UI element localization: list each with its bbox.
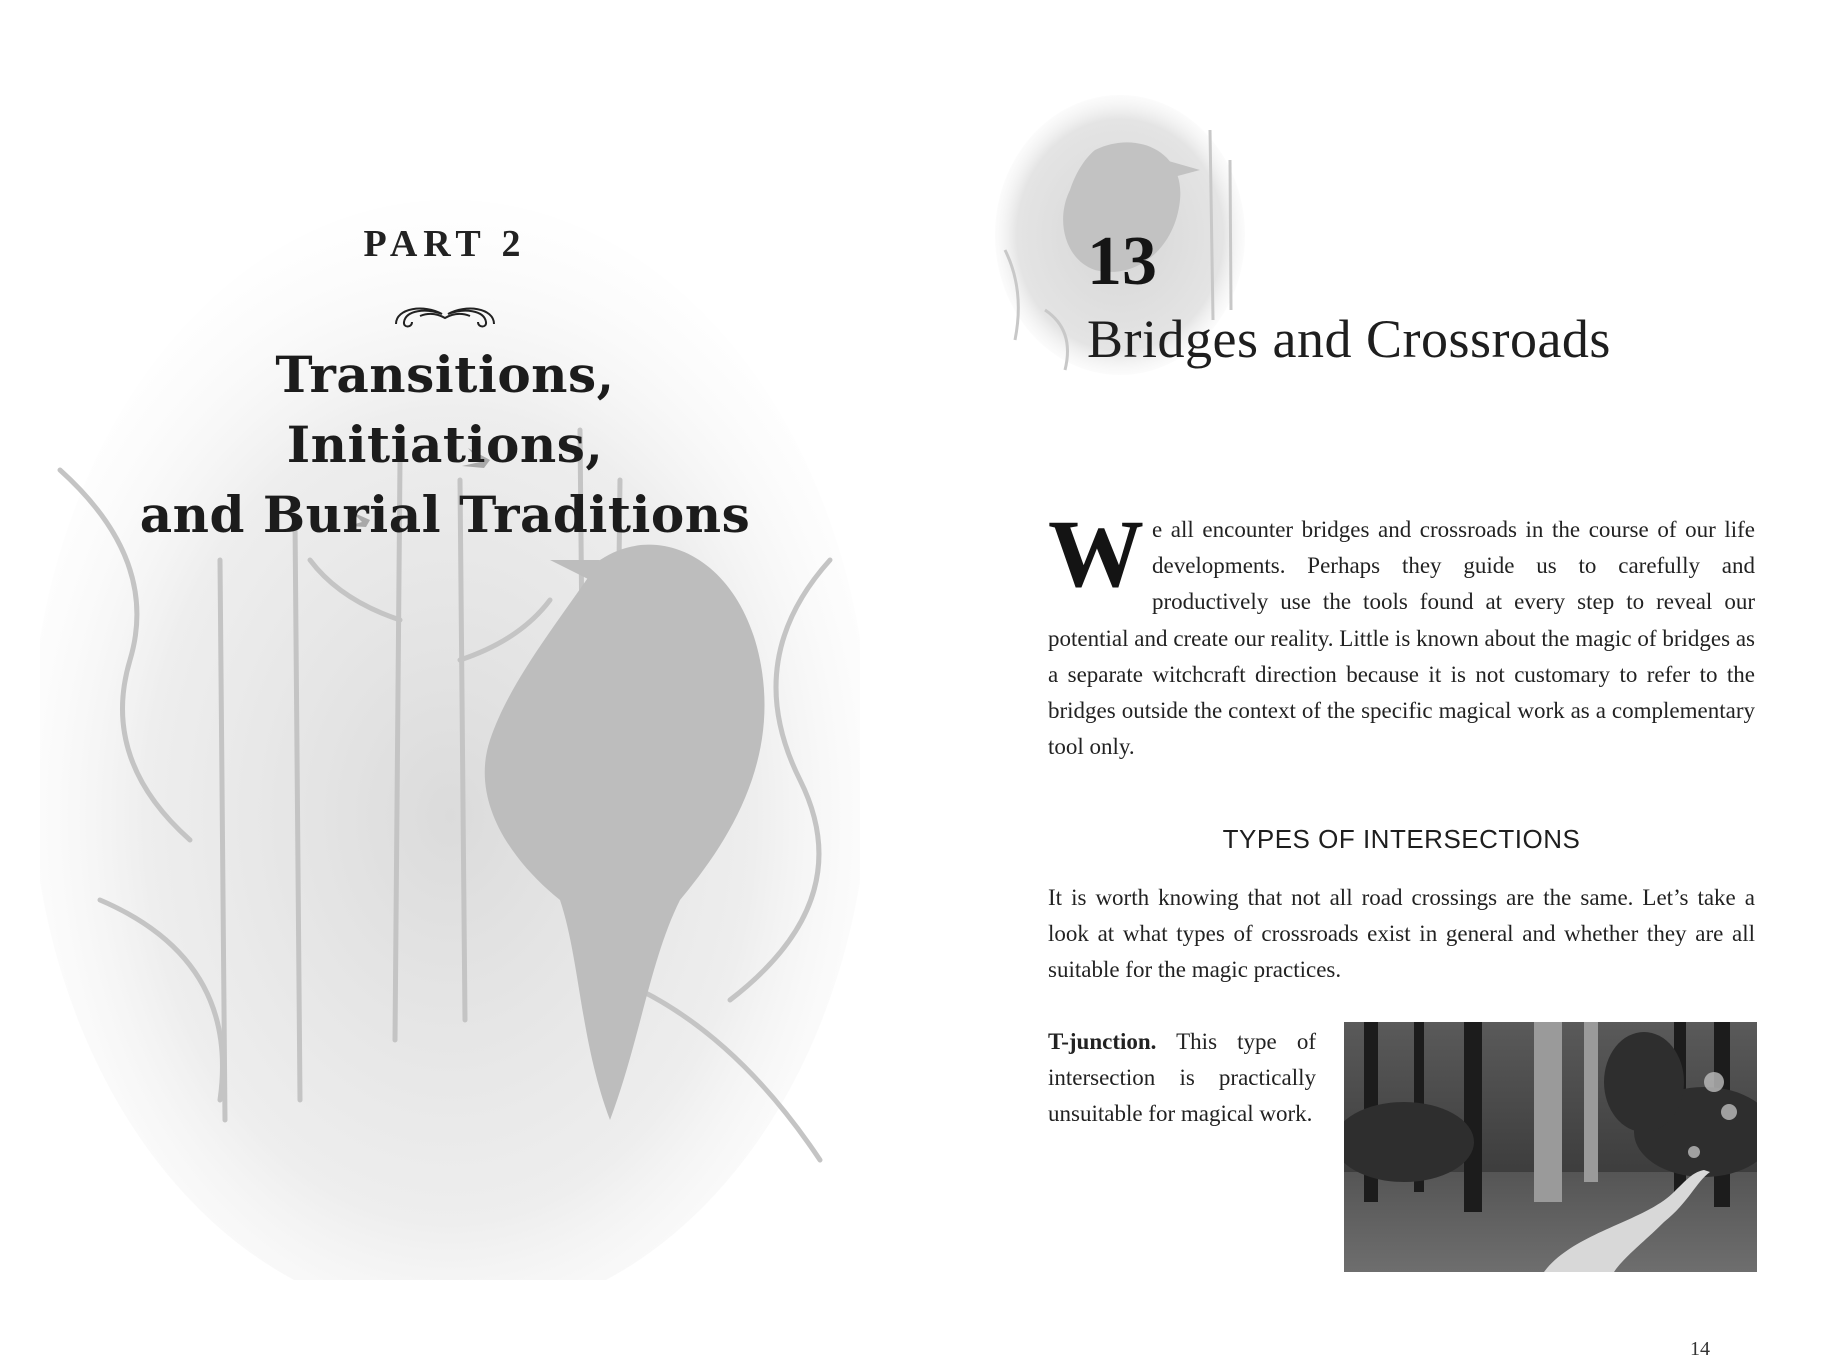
forest-road-photo-icon bbox=[1344, 1022, 1757, 1272]
tjunction-paragraph bbox=[1048, 1024, 1316, 1133]
chapter-title: Bridges and Crossroads bbox=[1087, 309, 1611, 369]
intro-text: e all encounter bridges and crossroads in the course of our life developments. Perhaps they guide us to carefully and productively use the tools found at every step to reveal our potential and create our reality. Little is known about the magic of bridges as a separate witchcraft direction because it is not customary to refer to the bridges outside the context of the specific magical work as a complementary tool only. bbox=[1048, 517, 1755, 760]
part-label: PART 2 bbox=[363, 223, 527, 265]
part-title-line1: Transitions, Initiations, bbox=[275, 345, 615, 474]
types-paragraph: It is worth knowing that not all road crossings are the same. Let’s take a look at what types of crossroads exist in general and whether they are all suitable for the magic practices. bbox=[1048, 885, 1755, 983]
right-page bbox=[915, 0, 1830, 1372]
part-title-line2: and Burial Traditions bbox=[139, 485, 751, 544]
tjunction-term: T-junction. bbox=[1048, 1029, 1157, 1054]
intro-paragraph bbox=[1048, 500, 1755, 765]
part-title bbox=[110, 340, 780, 550]
section-heading: TYPES OF INTERSECTIONS bbox=[1222, 824, 1581, 854]
drop-cap: W bbox=[1048, 500, 1144, 607]
tjunction-text: This type of intersection is practically unsuitable for magical work. bbox=[1048, 1029, 1316, 1127]
page-number: 14 bbox=[1690, 1338, 1710, 1360]
double-swirl-flourish-icon bbox=[390, 294, 500, 334]
chapter-number: 13 bbox=[1087, 223, 1157, 300]
